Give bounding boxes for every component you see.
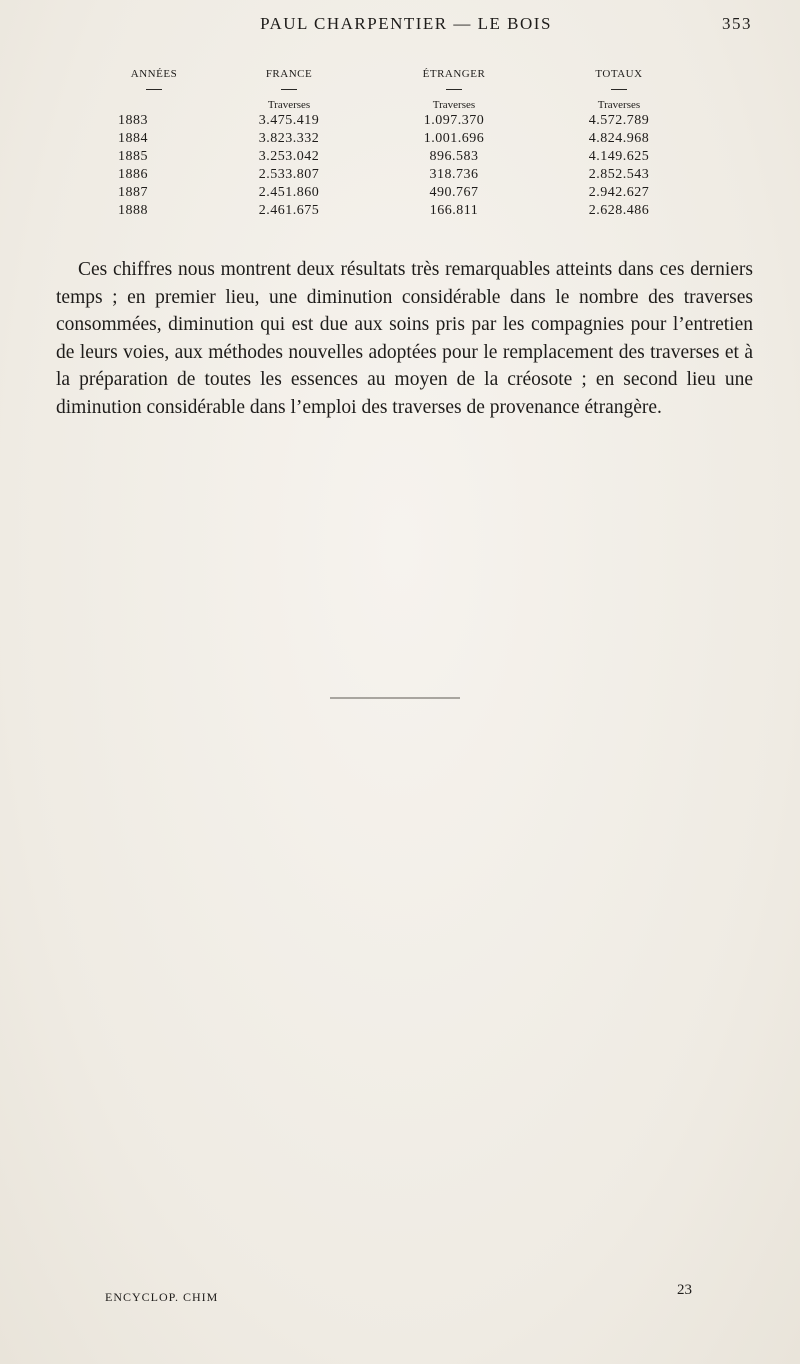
table-row bbox=[100, 148, 700, 166]
foreign-cell: 896.583 bbox=[429, 149, 479, 164]
running-header bbox=[60, 14, 752, 38]
page-number: 353 bbox=[722, 14, 752, 33]
france-cell: 2.533.807 bbox=[258, 167, 320, 182]
france-cell: 2.451.860 bbox=[258, 185, 320, 200]
foreign-cell: 1.097.370 bbox=[423, 113, 485, 128]
year-cell: 1886 bbox=[118, 167, 148, 182]
running-title: PAUL CHARPENTIER — LE BOIS bbox=[260, 14, 552, 33]
column-header-foreign: ÉTRANGER bbox=[422, 68, 486, 80]
foreign-cell: 490.767 bbox=[429, 185, 479, 200]
show-through-rule bbox=[330, 697, 460, 699]
body-paragraph: Ces chiffres nous montrent deux résultats très remarquables atteints dans ces derniers temps ; en premier lieu, une diminution considérable dans le nombre des traverses consommées, diminution qui est due aux soins pris par les compagnies pour l’entretien de leurs voies, aux méthodes nouvelles adoptées pour le remplacement des traverses et à la préparation de toutes les essences au moyen de la créosote ; en second lieu une diminution considérable dans l’emploi des traverses de provenance étrangère. bbox=[56, 259, 753, 418]
foreign-cell: 1.001.696 bbox=[423, 131, 485, 146]
foreign-cell: 318.736 bbox=[429, 167, 479, 182]
table-row bbox=[100, 130, 700, 148]
year-cell: 1884 bbox=[118, 131, 148, 146]
year-cell: 1885 bbox=[118, 149, 148, 164]
dash-years bbox=[100, 82, 208, 98]
france-cell: 3.253.042 bbox=[258, 149, 320, 164]
unit-totals: Traverses bbox=[597, 99, 641, 111]
dash-mark bbox=[146, 89, 162, 90]
foreign-cell: 166.811 bbox=[429, 203, 479, 218]
total-cell: 2.628.486 bbox=[588, 203, 650, 218]
signature-mark: 23 bbox=[677, 1282, 692, 1298]
table-row bbox=[100, 202, 700, 220]
table-row bbox=[100, 166, 700, 184]
unit-france: Traverses bbox=[267, 99, 311, 111]
year-cell: 1888 bbox=[118, 203, 148, 218]
total-cell: 4.149.625 bbox=[588, 149, 650, 164]
france-cell: 3.475.419 bbox=[258, 113, 320, 128]
table-header-row bbox=[100, 66, 700, 82]
dash-totals bbox=[538, 82, 700, 98]
dash-mark bbox=[281, 89, 297, 90]
unit-years bbox=[100, 98, 208, 112]
column-header-totals: TOTAUX bbox=[595, 68, 643, 80]
total-cell: 4.572.789 bbox=[588, 113, 650, 128]
total-cell: 2.852.543 bbox=[588, 167, 650, 182]
total-cell: 2.942.627 bbox=[588, 185, 650, 200]
table-unit-row bbox=[100, 98, 700, 112]
dash-mark bbox=[446, 89, 462, 90]
column-header-years: ANNÉES bbox=[130, 68, 178, 80]
column-header-france: FRANCE bbox=[265, 68, 313, 80]
footer-signature: ENCYCLOP. CHIM bbox=[105, 1290, 219, 1304]
sleepers-table bbox=[100, 66, 700, 220]
dash-mark bbox=[611, 89, 627, 90]
table-dash-row bbox=[100, 82, 700, 98]
year-cell: 1887 bbox=[118, 185, 148, 200]
dash-france bbox=[208, 82, 370, 98]
dash-foreign bbox=[370, 82, 538, 98]
total-cell: 4.824.968 bbox=[588, 131, 650, 146]
unit-foreign: Traverses bbox=[432, 99, 476, 111]
year-cell: 1883 bbox=[118, 113, 148, 128]
table-row bbox=[100, 112, 700, 130]
table-row bbox=[100, 184, 700, 202]
france-cell: 3.823.332 bbox=[258, 131, 320, 146]
france-cell: 2.461.675 bbox=[258, 203, 320, 218]
